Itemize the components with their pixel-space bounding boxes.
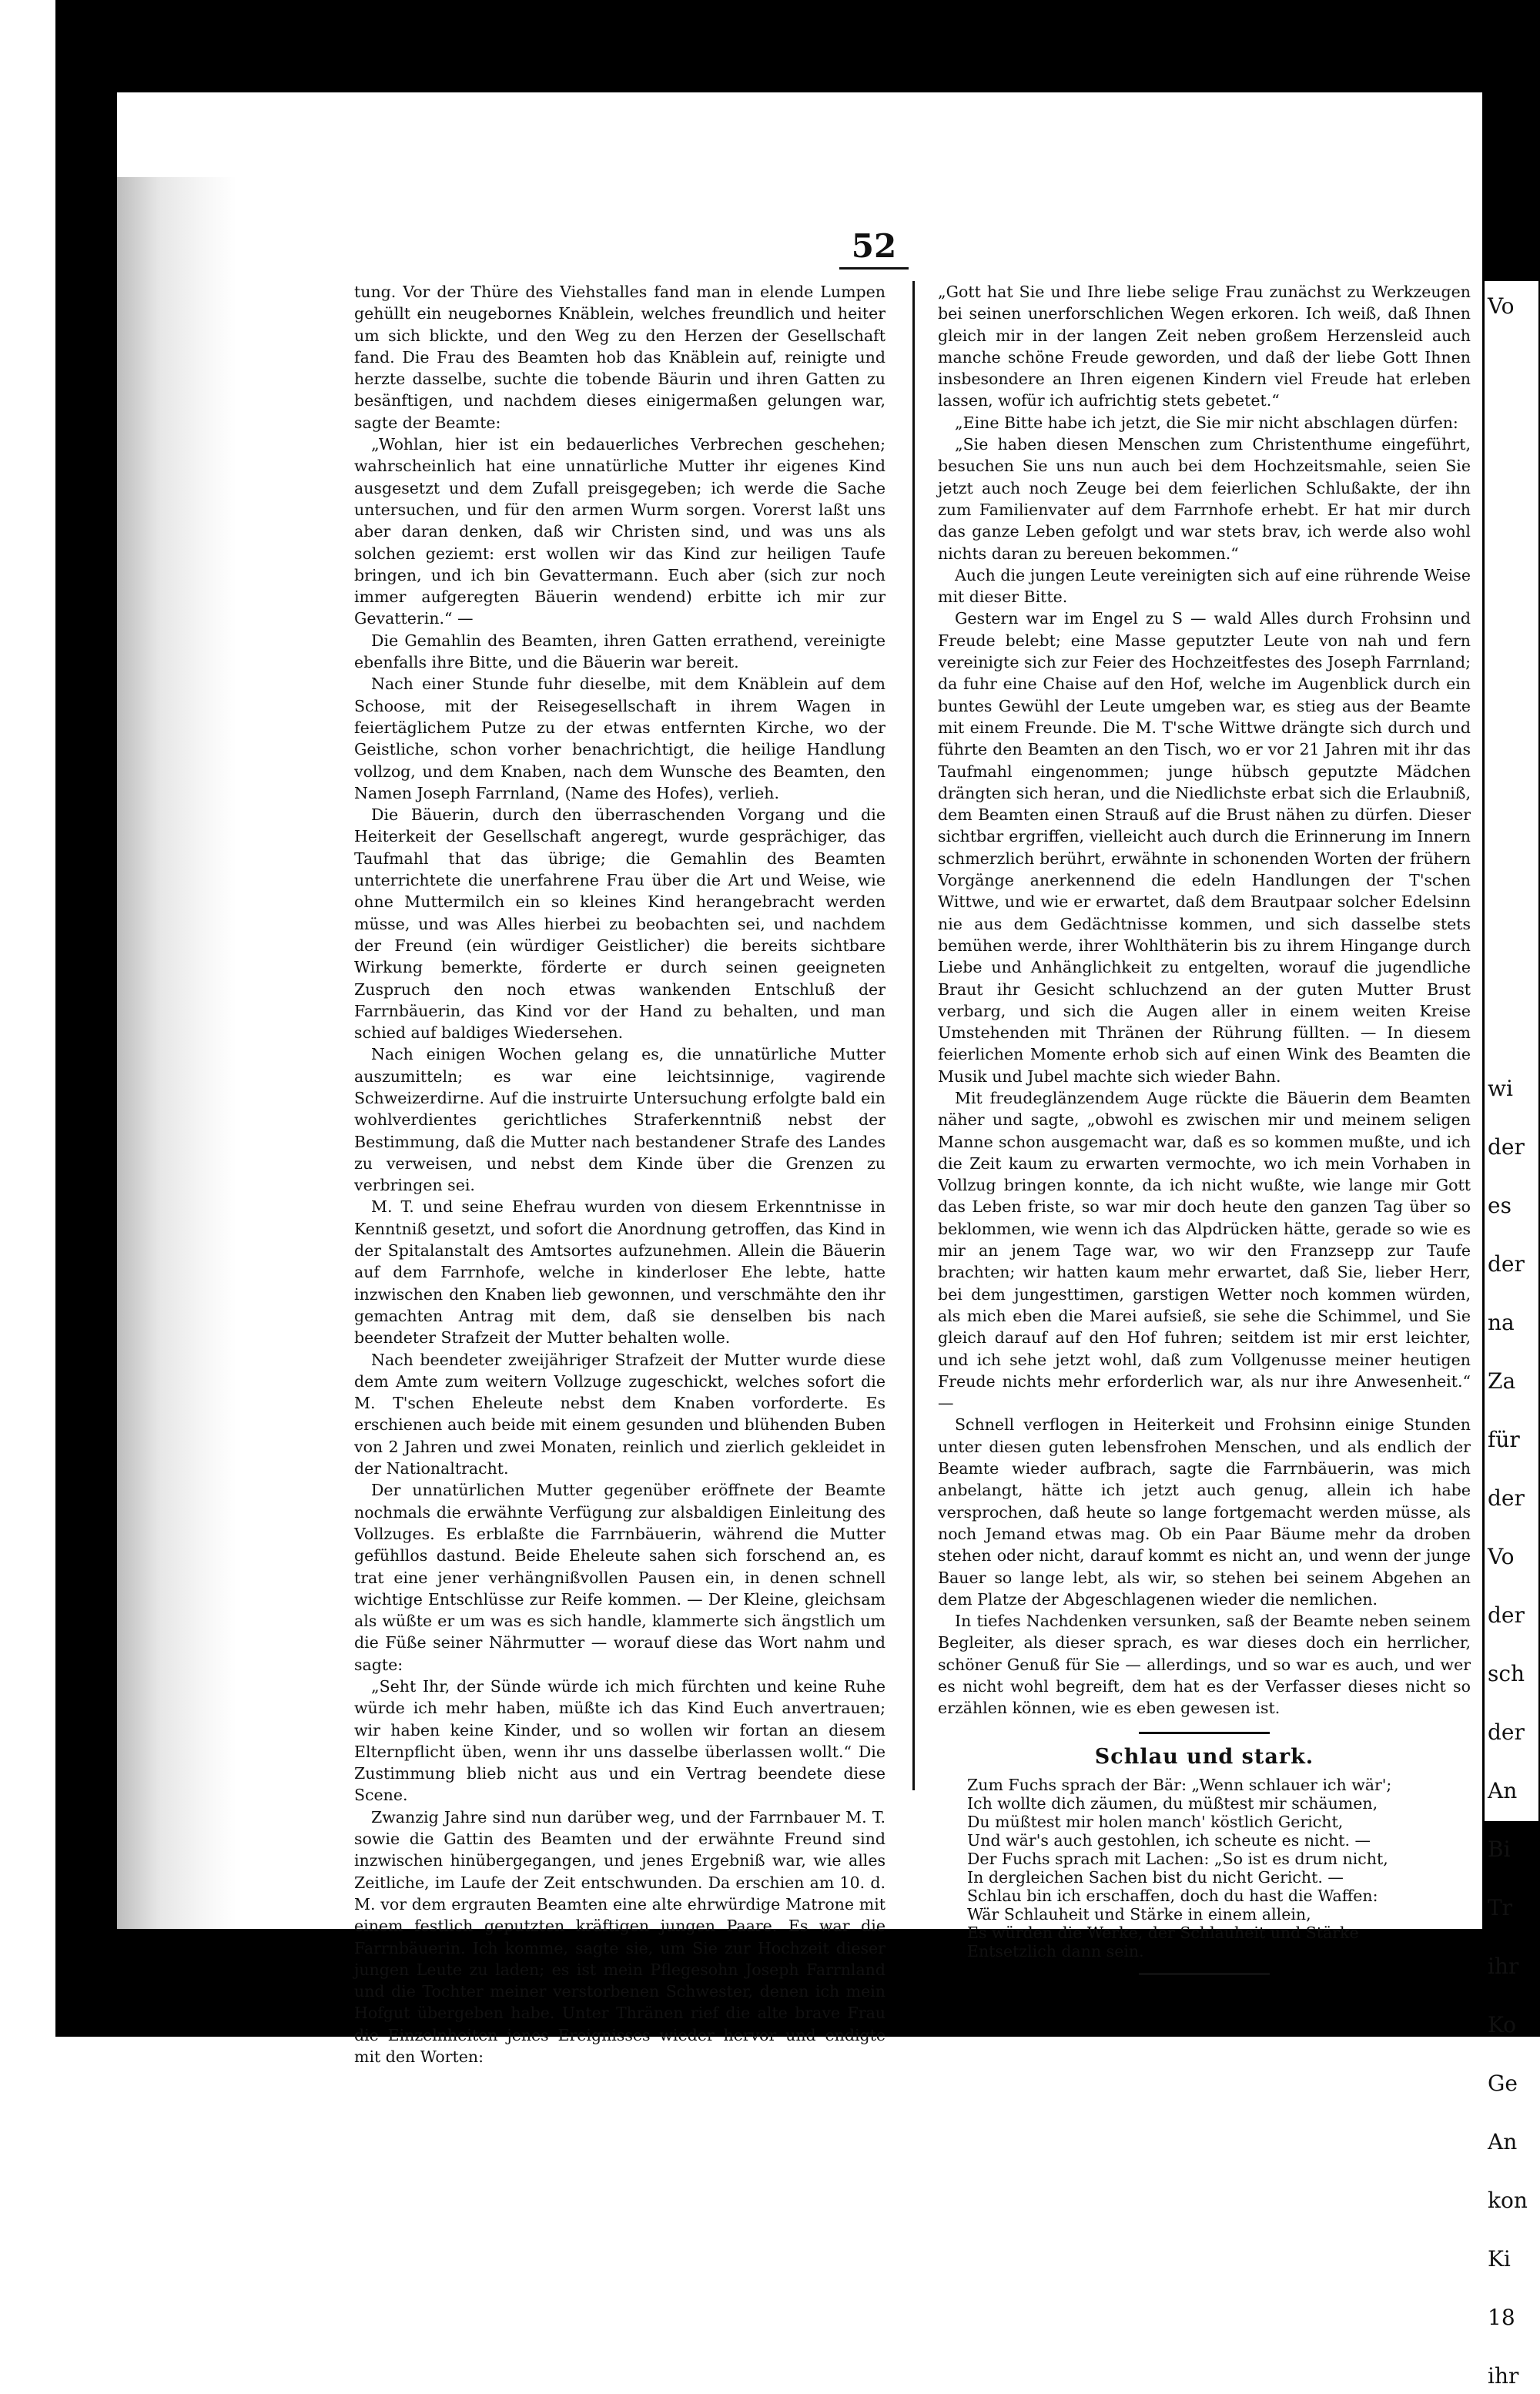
right-column-paragraph: „Sie haben diesen Menschen zum Christenthume eingeführt, besuchen Sie uns nun auch bei dem Hochzeitsmahle, seien Sie jetzt auch noch Zeuge bei dem feierlichen Schlußakte, der ihn zum Familienvater auf dem Farrnhofe erhebt. Er hat mir durch das ganze Leben gefolgt und war stets brav, ich werde also wohl nichts daran zu bereuen bekommen.“: [938, 435, 1471, 563]
right-column-paragraphs: [938, 281, 1471, 1719]
poem-line: Entsetzlich dann sein.: [967, 1941, 1144, 1960]
page-number-rule: [839, 267, 909, 270]
poem-line: Wär Schlauheit und Stärke in einem allein,: [967, 1904, 1311, 1924]
adjacent-page-fragment: An: [1488, 2129, 1518, 2155]
right-column: [938, 281, 1471, 1987]
adjacent-page-fragment: na: [1488, 1310, 1515, 1335]
adjacent-page-fragment: für: [1488, 1427, 1520, 1452]
adjacent-page-fragment: Vo: [1488, 1544, 1515, 1569]
adjacent-page-fragment: es: [1488, 1193, 1512, 1218]
right-column-paragraph: In tiefes Nachdenken versunken, saß der Beamte neben seinem Begleiter, als dieser sprach, es war dieses doch ein herrlicher, schöner Genuß für Sie — allerdings, und so war es auch, und wer es nicht wohl begreift, dem hat es der Verfasser dieses nicht so erzählen können, wie es eben gewesen ist.: [938, 1612, 1471, 1718]
adjacent-page-fragment: 18: [1488, 2305, 1515, 2330]
adjacent-page-strip: [1485, 281, 1538, 2389]
poem: [938, 1776, 1471, 1960]
poem-bottom-rule: [1139, 1973, 1270, 1975]
poem-line: Es würden die Werke, der Schlauheit und Stärke: [967, 1923, 1359, 1942]
scan-border-top: [55, 0, 1540, 92]
adjacent-page-fragment: Ki: [1488, 2246, 1511, 2272]
left-column-paragraph: „Seht Ihr, der Sünde würde ich mich fürchten und keine Ruhe würde ich mehr haben, müßte ich das Kind Euch anvertrauen; wir haben keine Kinder, und so wollen wir fortan an diesem Elternpflicht üben, wenn ihr uns dasselbe überlassen wollt.“ Die Zustimmung blieb nicht aus und ein Vertrag beendete diese Scene.: [354, 1677, 886, 1805]
poem-line: Schlau bin ich erschaffen, doch du hast die Waffen:: [967, 1886, 1378, 1905]
adjacent-page-fragment: der: [1488, 1719, 1525, 1745]
left-column-paragraph: Nach einer Stunde fuhr dieselbe, mit dem Knäblein auf dem Schoose, mit der Reisegesellschaft in ihrem Wagen in feiertäglichem Putze zu der etwas entfernten Kirche, wo der Geistliche, schon vorher benachrichtigt, die heilige Handlung vollzog, und dem Knaben, nach dem Wunsche des Beamten, den Namen Joseph Farrnland, (Name des Hofes), verlieh.: [354, 675, 886, 802]
right-column-paragraph: Mit freudeglänzendem Auge rückte die Bäuerin dem Beamten näher und sagte, „obwohl es zwischen mir und meinem seligen Manne schon ausgemacht war, daß es so kommen mußte, und ich die Zeit kaum zu erwarten vermochte, wo ich mein Vorhaben in Vollzug bringen konnte, da ich nicht wußte, wie lange mir Gott das Leben friste, so war mir doch heute den ganzen Tag über so beklommen, wie wenn ich das Alpdrücken hätte, gerade so wie es mir an jenem Tage war, wo wir den Franzsepp zur Taufe brachten; wir hatten kaum mehr erwartet, daß Sie, lieber Herr, bei dem jungesttimen, garstigen Wetter noch kommen würden, als mich eben die Marei aufsieß, sie sehe die Schimmel, und Sie gleich darauf auf den Hof fuhren; seitdem ist mir erst leichter, und ich sehe jetzt wohl, daß zum Vollgenusse meiner heutigen Freude nichts mehr erforderlich war, als nur ihre Anwesenheit.“ —: [938, 1088, 1471, 1413]
left-column-paragraph: Der unnatürlichen Mutter gegenüber eröffnete der Beamte nochmals die erwähnte Verfügung zur alsbaldigen Einleitung des Vollzuges. Es erblaßte die Farrnbäuerin, während die Mutter gefühllos dastund. Beide Eheleute sahen sich forschend an, es trat eine jener verhängnißvollen Pausen ein, in denen schnell wichtige Entschlüsse zur Reife kommen. — Der Kleine, gleichsam als wüßte er um was es sich handle, klammerte sich ängstlich um die Füße seiner Nährmutter — worauf diese das Wort nahm und sagte:: [354, 1481, 886, 1674]
left-column: [354, 281, 886, 2068]
right-column-paragraph: Schnell verflogen in Heiterkeit und Frohsinn einige Stunden unter diesen guten lebensfrohen Menschen, und als endlich der Beamte wieder aufbrach, sagte die Farrnbäuerin, was mich anbelangt, hätte ich jetzt auch genug, allein ich habe versprochen, daß heute so lange fortgemacht werden müsse, als noch Jemand etwas mag. Ob ein Paar Bäume mehr da droben stehen oder nicht, darauf kommt es nicht an, und wenn der junge Bauer so lange lebt, als wir, so stehen bei seinem Abgehen an dem Platze der Abgeschlagenen wieder die nemlichen.: [938, 1415, 1471, 1609]
left-column-paragraph: M. T. und seine Ehefrau wurden von diesem Erkenntnisse in Kenntniß gesetzt, und sofort die Anordnung getroffen, das Kind in der Spitalanstalt des Amtsortes aufzunehmen. Allein die Bäuerin auf dem Farrnhofe, welche in kinderloser Ehe lebte, hatte inzwischen den Knaben lieb gewonnen, und verschmähte den ihr gemachten Antrag mit dem, daß sie denselben bis nach beendeter Strafzeit der Mutter behalten wolle.: [354, 1197, 886, 1348]
left-column-paragraph: Nach einigen Wochen gelang es, die unnatürliche Mutter auszumitteln; es war eine leichtsinnige, vagirende Schweizerdirne. Auf die instruirte Untersuchung erfolgte bald ein wohlverdientes gerichtliches Straferkenntniß nebst der Bestimmung, daß die Mutter nach bestandener Strafe des Landes zu verweisen, und nebst dem Kinde über die Grenzen zu verbringen sei.: [354, 1045, 886, 1195]
scan-border-left: [55, 92, 117, 2037]
adjacent-page-fragment: Ge: [1488, 2071, 1518, 2096]
poem-line: Ich wollte dich zäumen, du müßtest mir schäumen,: [967, 1793, 1378, 1813]
adjacent-page-fragment: der: [1488, 1251, 1525, 1277]
left-column-paragraph: tung. Vor der Thüre des Viehstalles fand man in elende Lumpen gehüllt ein neugebornes Knäblein, welches freundlich und heiter um sich blickte, und den Weg zu den Herzen der Gesellschaft fand. Die Frau des Beamten hob das Knäblein auf, reinigte und herzte dasselbe, suchte die tobende Bäurin und ihren Gatten zu besänftigen, und nachdem dieses einigermaßen gelungen war, sagte der Beamte:: [354, 283, 886, 432]
adjacent-page-fragment: Za: [1488, 1368, 1516, 1394]
right-column-paragraph: „Gott hat Sie und Ihre liebe selige Frau zunächst zu Werkzeugen bei seinen unerforschlichen Wegen erkoren. Ich weiß, daß Ihnen gleich mir in der langen Zeit neben großem Herzensleid auch manche schöne Freude geworden, und daß der liebe Gott Ihnen insbesondere an Ihren eigenen Kindern viel Freude hat erleben lassen, wofür ich aufrichtig stets gebetet.“: [938, 283, 1471, 410]
adjacent-page-fragment: Bi: [1488, 1837, 1511, 1862]
adjacent-page-fragment: Tr: [1488, 1895, 1513, 1920]
adjacent-page-fragment: An: [1488, 1778, 1518, 1803]
column-divider: [912, 281, 915, 1790]
right-column-paragraph: „Eine Bitte habe ich jetzt, die Sie mir nicht abschlagen dürfen:: [955, 413, 1458, 432]
right-column-paragraph: Gestern war im Engel zu S — wald Alles durch Frohsinn und Freude belebt; eine Masse geputzter Leute von nah und fern vereinigte sich zur Feier des Hochzeitfestes des Joseph Farrnland; da fuhr eine Chaise auf den Hof, welche im Augenblick durch ein buntes Gewühl der Leute umgeben war, es stieg aus der Beamte mit einem Freunde. Die M. T'sche Wittwe drängte sich durch und führte den Beamten an den Tisch, wo er vor 21 Jahren mit ihr das Taufmahl eingenommen; junge hübsch geputzte Mädchen drängten sich heran, und die Niedlichste erbat sich die Erlaubniß, dem Beamten einen Strauß auf die Brust nähen zu dürfen. Dieser sichtbar ergriffen, vielleicht auch durch die Erinnerung im Innern schmerzlich berührt, erwähnte in schonenden Worten der frühern Vorgänge anerkennend die edeln Handlungen der T'schen Wittwe, und wie er erwartet, daß dem Brautpaar solcher Edelsinn nie aus dem Gedächtnisse kommen, und sich dasselbe stets bemühen werde, ihrer Wohlthäterin bis zu ihrem Hingange durch Liebe und Anhänglichkeit zu entgelten, worauf die jugendliche Braut ihr Gesicht schluchzend an der guten Mutter Brust verbarg, und sich die Augen aller in einem weiten Kreise Umstehenden mit Thränen der Rührung füllten. — In diesem feierlichen Momente erhob sich auf einen Wink des Beamten die Musik und Jubel machte sich wieder Bahn.: [938, 609, 1471, 1086]
right-column-paragraph: Auch die jungen Leute vereinigten sich auf eine rührende Weise mit dieser Bitte.: [938, 565, 1471, 607]
left-column-paragraph: Die Gemahlin des Beamten, ihren Gatten errathend, vereinigte ebenfalls ihre Bitte, und die Bäuerin war bereit.: [354, 631, 886, 672]
poem-line: In dergleichen Sachen bist du nicht Gericht. —: [967, 1867, 1344, 1887]
poem-top-rule: [1139, 1732, 1270, 1734]
poem-line: Der Fuchs sprach mit Lachen: „So ist es drum nicht,: [967, 1849, 1388, 1868]
left-column-paragraph: Nach beendeter zweijähriger Strafzeit der Mutter wurde diese dem Amte zum weitern Vollzuge zugeschickt, welches sofort die M. T'schen Eheleute nebst dem Knaben vorforderte. Es erschienen auch beide mit einem gesunden und blühenden Buben von 2 Jahren und zwei Monaten, reinlich und zierlich gekleidet in der Nationaltracht.: [354, 1350, 886, 1478]
adjacent-page-fragment: Ko: [1488, 2012, 1517, 2037]
adjacent-page-fragment: ihr: [1488, 2363, 1519, 2389]
adjacent-page-fragment: wi: [1488, 1076, 1513, 1101]
left-column-paragraph: Zwanzig Jahre sind nun darüber weg, und der Farrnbauer M. T. sowie die Gattin des Beamten und der erwähnte Freund sind inzwischen hinübergegangen, und jenes Ergebniß war, wie alles Zeitliche, im Laufe der Zeit entschwunden. Da erschien am 10. d. M. vor dem ergrauten Beamten eine alte ehrwürdige Matrone mit einem festlich geputzten kräftigen jungen Paare. Es war die Farrnbäuerin. Ich komme, sagte sie, um Sie zur Hochzeit dieser jungen Leute zu laden; es ist mein Pflegesohn Joseph Farrnland und die Tochter meiner verstorbenen Schwester, denen ich mein Hofgut übergeben habe. Unter Thränen rief die alte brave Frau die Einzelnheiten jenes Ereignisses wieder hervor und endigte mit den Worten:: [354, 1807, 886, 2067]
adjacent-page-fragment: kon: [1488, 2188, 1528, 2213]
adjacent-page-fragment: sch: [1488, 1661, 1525, 1686]
poem-line: Du müßtest mir holen manch' köstlich Gericht,: [967, 1812, 1344, 1831]
left-column-paragraph: „Wohlan, hier ist ein bedauerliches Verbrechen geschehen; wahrscheinlich hat eine unnatürliche Mutter ihr eigenes Kind ausgesetzt und dem Zufall preisgegeben; ich werde die Sache untersuchen, und für den armen Wurm sorgen. Vorerst laßt uns aber daran denken, daß wir Christen sind, und was uns als solchen geziemt: erst wollen wir das Kind zur heiligen Taufe bringen, und ich bin Gevattermann. Euch aber (sich zur noch immer aufgeregten Bäuerin wendend) erbitte ich mir zur Gevatterin.“ —: [354, 435, 886, 628]
poem-line: Zum Fuchs sprach der Bär: „Wenn schlauer ich wär';: [967, 1775, 1392, 1794]
left-column-paragraph: Die Bäuerin, durch den überraschenden Vorgang und die Heiterkeit der Gesellschaft angeregt, wurde gesprächiger, das Taufmahl that das übrige; die Gemahlin des Beamten unterrichtete die unerfahrene Frau über die Art und Weise, wie ohne Muttermilch ein so kleines Kind herangebracht werden müsse, und was Alles hierbei zu beobachten sei, und nachdem der Freund (ein würdiger Geistlicher) die bereits sichtbare Wirkung bemerkte, förderte er durch seinen geeigneten Zuspruch den noch etwas wankenden Entschluß der Farrnbäuerin, das Kind vor der Hand zu behalten, und man schied auf baldiges Wiedersehen.: [354, 805, 886, 1043]
adjacent-page-fragment: Vo: [1488, 293, 1515, 319]
poem-line: Und wär's auch gestohlen, ich scheute es nicht. —: [967, 1830, 1371, 1850]
adjacent-page-fragment: ihr: [1488, 1954, 1519, 1979]
poem-title: Schlau und stark.: [1094, 1744, 1314, 1769]
adjacent-page-fragment: der: [1488, 1602, 1525, 1628]
adjacent-page-fragment: der: [1488, 1134, 1525, 1160]
adjacent-page-fragment: der: [1488, 1485, 1525, 1511]
book-binding-edge: [117, 177, 236, 1929]
page-number: 52: [851, 227, 897, 265]
